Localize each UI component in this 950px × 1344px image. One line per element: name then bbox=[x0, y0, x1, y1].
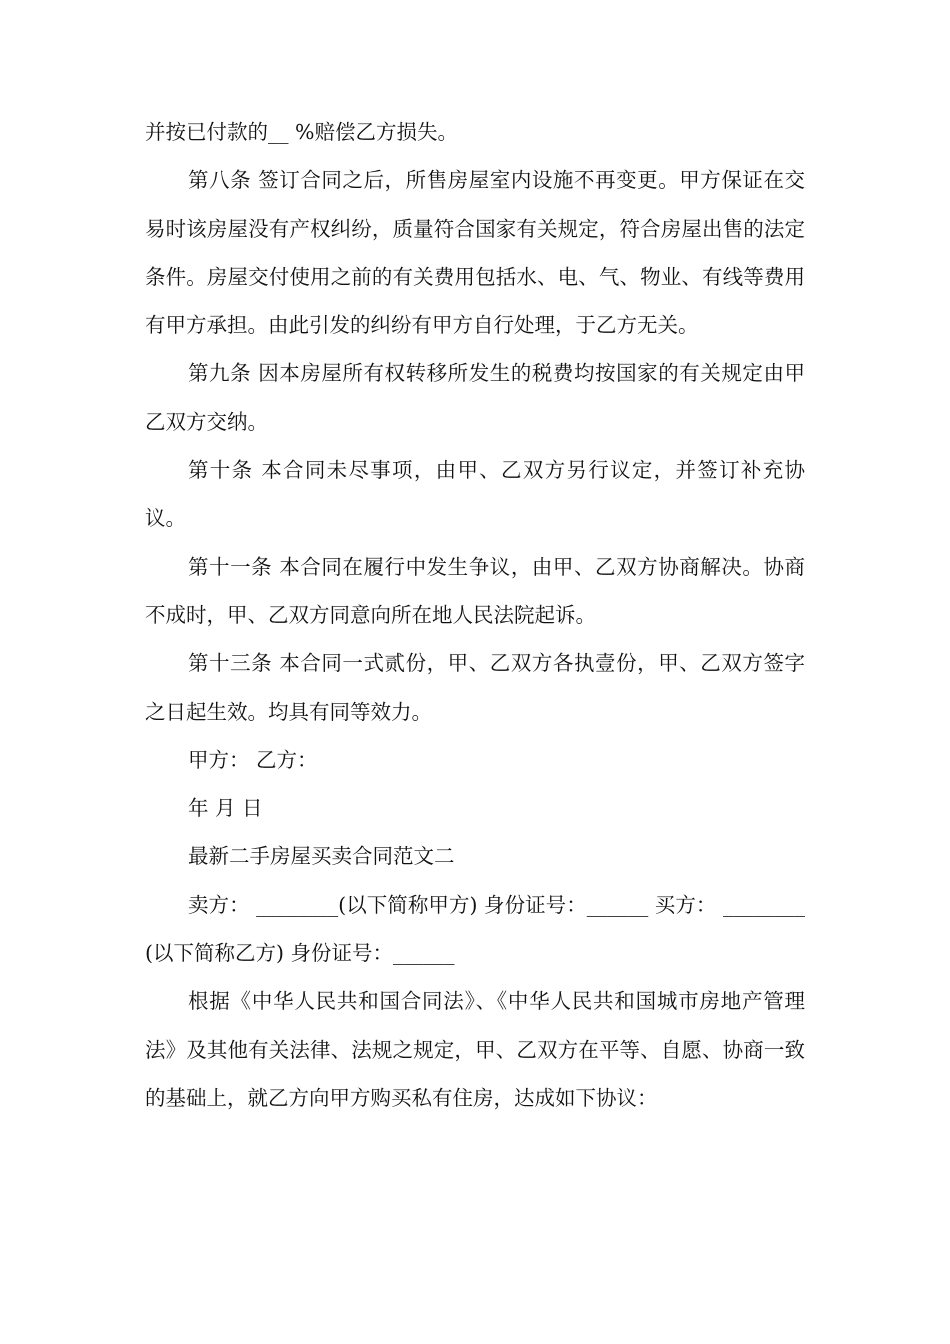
paragraph-date: 年 月 日 bbox=[188, 796, 263, 821]
paragraph-signatures: 甲方： 乙方： bbox=[188, 747, 318, 772]
paragraph-template-2-title: 最新二手房屋买卖合同范文二 bbox=[188, 844, 455, 869]
document-page bbox=[145, 108, 805, 1122]
paragraph-payment-penalty: 并按已付款的__ %赔偿乙方损失。 bbox=[145, 120, 458, 144]
paragraph-parties: 卖方： ________(以下简称甲方) 身份证号：______ 买方： ________(以下简称乙方) 身份证号：______ bbox=[145, 892, 805, 966]
paragraph-article-8: 第八条 签订合同之后，所售房屋室内设施不再变更。甲方保证在交易时该房屋没有产权纠纷，质量符合国家有关规定，符合房屋出售的法定条件。房屋交付使用之前的有关费用包括水、电、气、物业、有线等费用有甲方承担。由此引发的纠纷有甲方自行处理，于乙方无关。 bbox=[145, 168, 805, 338]
paragraph-article-9: 第九条 因本房屋所有权转移所发生的税费均按国家的有关规定由甲乙双方交纳。 bbox=[145, 361, 805, 434]
paragraph-legal-basis: 根据《中华人民共和国合同法》、《中华人民共和国城市房地产管理法》及其他有关法律、法规之规定，甲、乙双方在平等、自愿、协商一致的基础上，就乙方向甲方购买私有住房，达成如下协议： bbox=[145, 989, 805, 1110]
paragraph-article-11: 第十一条 本合同在履行中发生争议，由甲、乙双方协商解决。协商不成时，甲、乙双方同意向所在地人民法院起诉。 bbox=[145, 554, 805, 627]
paragraph-article-13: 第十三条 本合同一式贰份，甲、乙双方各执壹份，甲、乙双方签字之日起生效。均具有同等效力。 bbox=[145, 651, 805, 724]
paragraph-article-10: 第十条 本合同未尽事项，由甲、乙双方另行议定，并签订补充协议。 bbox=[145, 458, 805, 531]
